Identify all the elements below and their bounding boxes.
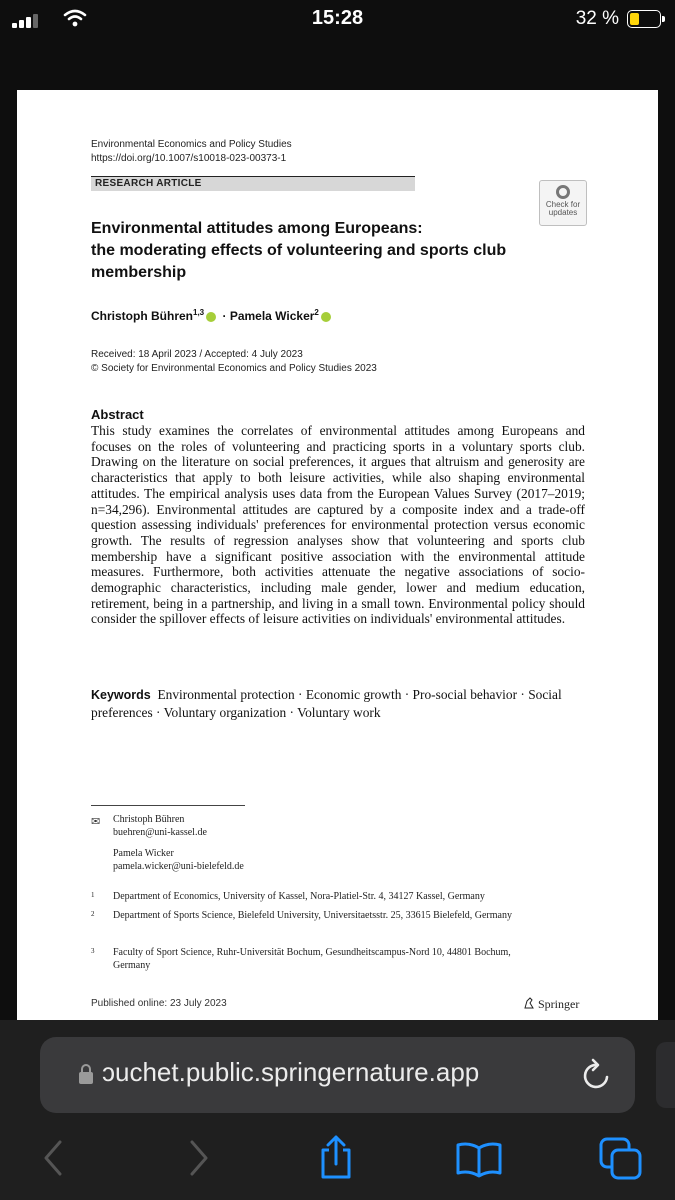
crossmark-icon <box>556 185 570 199</box>
tabs-icon[interactable] <box>598 1136 644 1182</box>
author-name: Pamela Wicker <box>229 309 315 323</box>
back-icon[interactable] <box>40 1138 66 1178</box>
abstract-heading: Abstract <box>91 407 144 422</box>
contact-email[interactable]: buehren@uni-kassel.de <box>113 826 207 838</box>
affiliation-number: 2 <box>91 910 95 918</box>
status-bar <box>0 0 675 40</box>
contact-name: Pamela Wicker <box>113 848 174 859</box>
next-tab-preview[interactable] <box>656 1042 675 1108</box>
keywords-label: Keywords <box>91 688 151 702</box>
lock-icon <box>78 1063 94 1085</box>
pdf-page <box>17 90 658 1020</box>
contact-block <box>113 814 244 873</box>
received-accepted: Received: 18 April 2023 / Accepted: 4 July 2023 <box>91 349 303 360</box>
battery-icon <box>627 10 661 28</box>
author-name: Christoph Bühren <box>91 309 193 323</box>
orcid-icon[interactable] <box>321 312 331 322</box>
title-line: membership <box>91 264 187 281</box>
journal-name: Environmental Economics and Policy Studies <box>91 139 292 150</box>
footnote-rule <box>91 805 245 806</box>
abstract-text: This study examines the correlates of environmental attitudes among Europeans and focuses on the roles of volunteering and practicing sports in a voluntary sports club. Drawing on the literature on social preferences, it argues that altruism and generosity are characteristics that apply to both leisure activities, while also shaping environmental attitudes. The empirical analysis uses data from the European Values Survey (2017–2019; n=34,296). Environmental attitudes are captured by a composite index and a trade-off question assessing individuals' preferences for environmental protection versus economic growth. The results of regression analyses show that volunteering and sports club membership have a significant positive association with the environmental attitude measures. Furthermore, both activities attenuate the negative associations of socio-demographic characteristics, including male gender, lower and medium education, retirement, being in a partnership, and living in a small town. Environmental policy should consider the spillover effects of leisure activities on individuals' environmental attitudes. <box>91 423 585 627</box>
article-dates <box>91 348 377 376</box>
check-updates-label-1: Check for <box>545 200 581 209</box>
address-bar[interactable] <box>40 1037 635 1113</box>
journal-header <box>91 138 292 166</box>
contact-name: Christoph Bühren <box>113 814 185 825</box>
publisher-name: Springer <box>538 997 580 1011</box>
title-line: Environmental attitudes among Europeans: <box>91 220 423 237</box>
contact-email[interactable]: pamela.wicker@uni-bielefeld.de <box>113 860 244 872</box>
affiliation-text: Faculty of Sport Science, Ruhr-Universität Bochum, Gesundheitscampus-Nord 10, 44801 Bochum, Germany <box>113 947 511 971</box>
copyright: © Society for Environmental Economics and Policy Studies 2023 <box>91 363 377 374</box>
title-line: the moderating effects of volunteering and sports club <box>91 242 507 259</box>
orcid-icon[interactable] <box>206 312 216 322</box>
check-updates-label-2: updates <box>548 208 578 217</box>
author-list <box>91 308 334 323</box>
doi-link[interactable]: https://doi.org/10.1007/s10018-023-00373-1 <box>91 153 287 164</box>
publisher-logo <box>523 997 579 1012</box>
battery-percent: 32 % <box>575 8 619 29</box>
envelope-icon: ✉ <box>91 816 101 828</box>
article-title <box>91 218 561 284</box>
clock: 15:28 <box>311 7 364 29</box>
author-affil-sup: 1,3 <box>193 308 205 317</box>
springer-horse-icon <box>523 997 535 1009</box>
article-type: RESEARCH ARTICLE <box>95 178 202 189</box>
keywords-list: Environmental protection · Economic growth · Pro-social behavior · Social preferences · Voluntary organization · Voluntary work <box>91 687 562 720</box>
published-date: Published online: 23 July 2023 <box>91 998 227 1009</box>
share-icon[interactable] <box>316 1134 356 1180</box>
author-affil-sup: 2 <box>314 308 319 317</box>
affiliation-text: Department of Economics, University of Kassel, Nora-Platiel-Str. 4, 34127 Kassel, Germany <box>113 891 485 902</box>
author-separator: · <box>222 309 227 323</box>
forward-icon[interactable] <box>186 1138 212 1178</box>
affiliation-number: 1 <box>91 891 95 899</box>
reload-icon[interactable] <box>580 1057 614 1093</box>
article-type-bar <box>91 176 415 191</box>
keywords <box>91 686 585 722</box>
affiliation-text: Department of Sports Science, Bielefeld University, Universitaetsstr. 25, 33615 Bielefeld, Germany <box>113 910 512 921</box>
affiliation-number: 3 <box>91 947 95 955</box>
url-text[interactable]: ɔuchet.public.springernature.app <box>102 1057 480 1087</box>
browser-toolbar <box>0 1020 675 1200</box>
bookmarks-icon[interactable] <box>455 1140 503 1178</box>
